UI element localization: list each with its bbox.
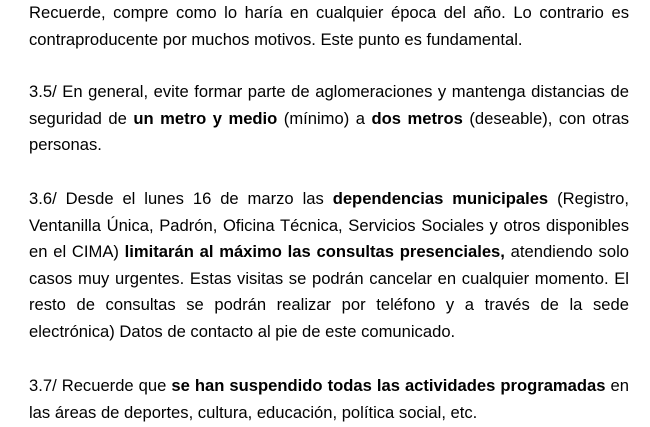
paragraph-3-7-suspended-activities [29, 373, 629, 426]
bold-limited-consultations: limitarán al máximo las consultas presenciales, [124, 242, 505, 261]
bold-suspended-activities: se han suspendido todas las actividades programadas [171, 376, 606, 395]
paragraph-text: 3.6/ Desde el lunes 16 de marzo las [29, 189, 333, 208]
paragraph-text: atendiendo solo casos muy urgentes. Estas visitas se podrán cancelar en cualquier momento. El resto de consultas se podrán realizar por teléfono y a través de la sede electrónica) Datos de contacto al pie de este comunicado. [29, 242, 629, 341]
bold-min-distance: un metro y medio [133, 108, 278, 128]
bold-municipal-offices: dependencias municipales [332, 189, 549, 208]
bold-desired-distance: dos metros [371, 108, 463, 128]
paragraph-text: Recuerde, compre como lo haría en cualquier época del año. Lo contrario es contraproducente por muchos motivos. Este punto es fundamental. [29, 3, 629, 49]
paragraph-shopping-advice [29, 0, 629, 53]
paragraph-text: (deseable), con otras personas. [29, 108, 630, 154]
paragraph-3-5-distancing [29, 79, 629, 159]
paragraph-text: en las áreas de deportes, cultura, educación, política social, etc. [29, 376, 629, 422]
paragraph-text: (Registro, Ventanilla Única, Padrón, Oficina Técnica, Servicios Sociales y otros disponibles en el CIMA) [29, 189, 629, 261]
paragraph-text: 3.7/ Recuerde que [29, 376, 172, 395]
paragraph-text: 3.5/ En general, evite formar parte de aglomeraciones y mantenga distancias de seguridad de [29, 82, 629, 128]
paragraph-3-6-municipal-offices [29, 186, 629, 345]
paragraph-text: (mínimo) a [277, 108, 372, 128]
